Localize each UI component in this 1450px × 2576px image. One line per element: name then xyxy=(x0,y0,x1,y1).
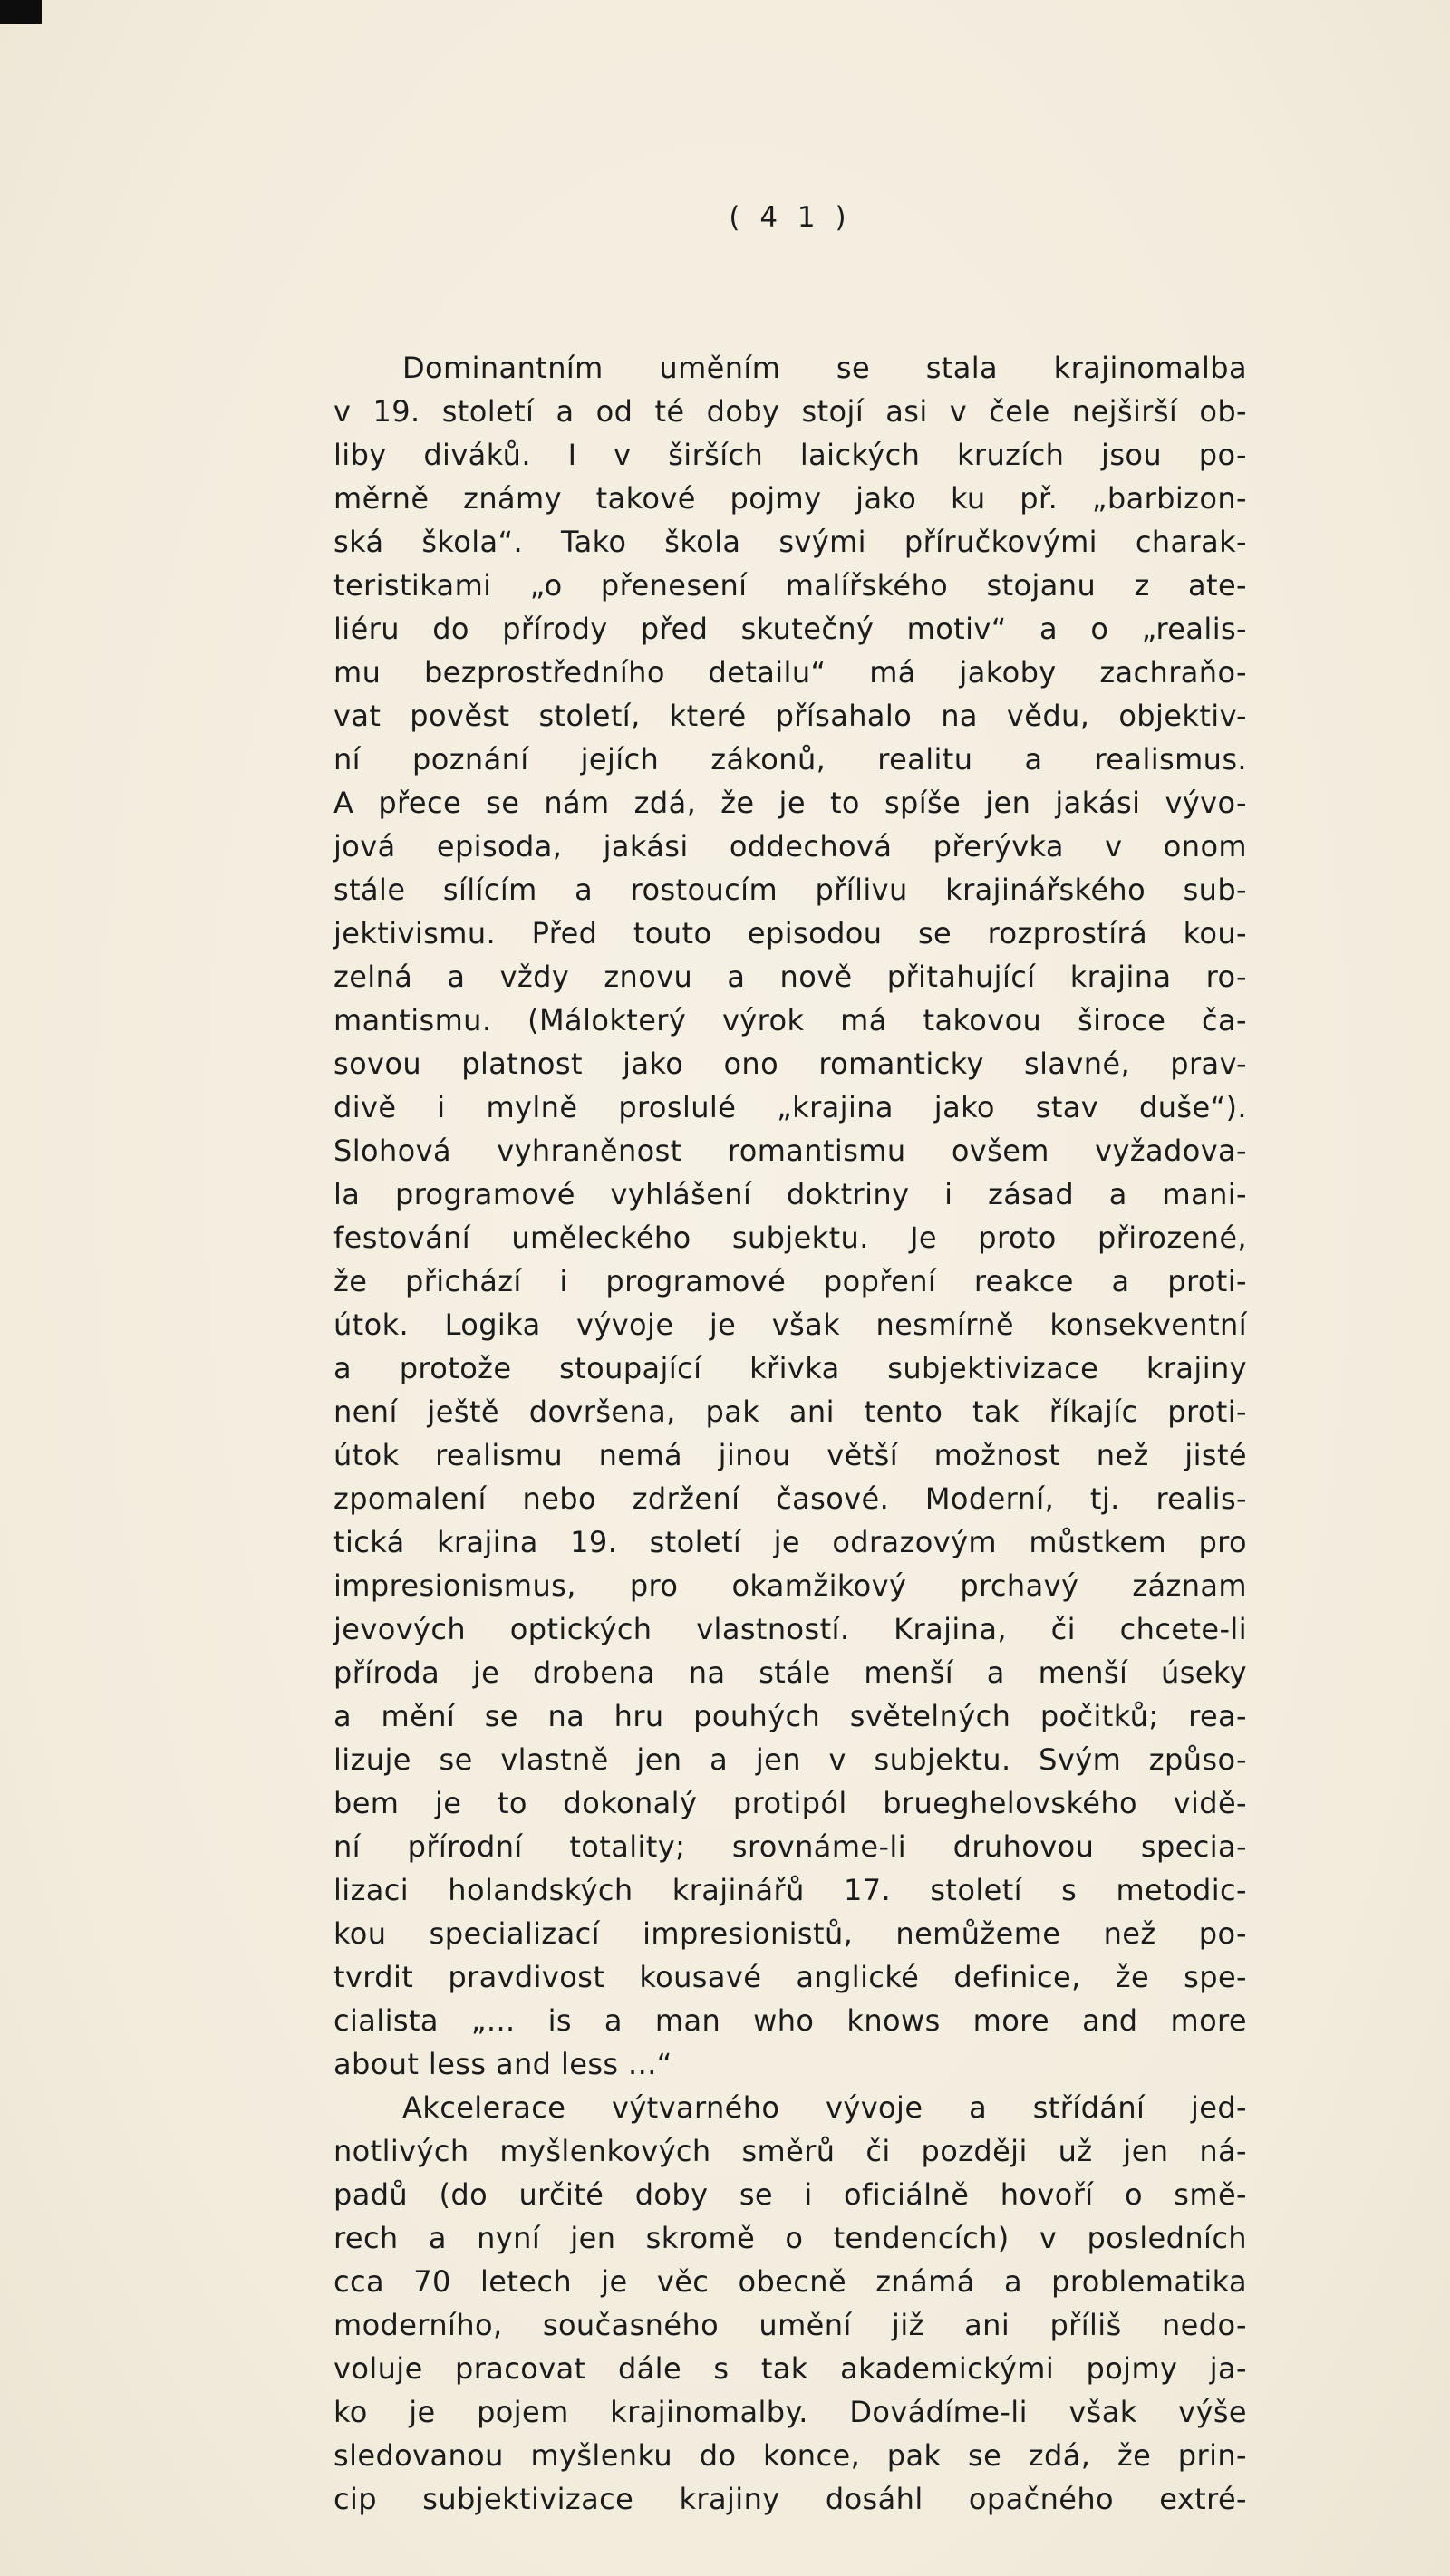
text-line: vat pověst století, které přísahalo na vědu, objektiv- xyxy=(334,699,1247,733)
paragraph xyxy=(334,2086,1247,2521)
text-line: tvrdit pravdivost kousavé anglické definice, že spe- xyxy=(334,1960,1247,1994)
text-line: není ještě dovršena, pak ani tento tak říkajíc proti- xyxy=(334,1394,1247,1429)
text-line: mu bezprostředního detailu“ má jakoby zachraňo- xyxy=(334,655,1247,690)
text-line: moderního, současného umění již ani příliš nedo- xyxy=(334,2308,1247,2342)
text-line: about less and less ...“ xyxy=(334,2047,672,2081)
text-line: ko je pojem krajinomalby. Dovádíme-li však výše xyxy=(334,2395,1247,2429)
text-line: Slohová vyhraněnost romantismu ovšem vyžadova- xyxy=(334,1134,1247,1168)
text-line: stále sílícím a rostoucím přílivu krajinářského sub- xyxy=(334,873,1247,907)
text-line: a mění se na hru pouhých světelných počitků; rea- xyxy=(334,1699,1247,1733)
text-line: ská škola“. Tako škola svými příručkovými charak- xyxy=(334,525,1247,559)
text-line: bem je to dokonalý protipól brueghelovského vidě- xyxy=(334,1786,1247,1820)
text-line: Dominantním uměním se stala krajinomalba xyxy=(402,351,1247,385)
text-line: la programové vyhlášení doktriny i zásad a mani- xyxy=(334,1177,1247,1211)
text-line: že přichází i programové popření reakce a proti- xyxy=(334,1264,1247,1298)
paragraph xyxy=(334,346,1247,2086)
text-line: příroda je drobena na stále menší a menší úseky xyxy=(334,1655,1247,1690)
text-line: padů (do určité doby se i oficiálně hovoří o smě- xyxy=(334,2177,1247,2212)
text-line: A přece se nám zdá, že je to spíše jen jakási vývo- xyxy=(334,786,1247,820)
text-line: jevových optických vlastností. Krajina, či chcete-li xyxy=(334,1612,1247,1646)
text-line: cialista „... is a man who knows more and more xyxy=(334,2003,1247,2038)
text-line: lizaci holandských krajinářů 17. století s metodic- xyxy=(334,1873,1247,1907)
text-line: notlivých myšlenkových směrů či později už jen ná- xyxy=(334,2134,1247,2168)
text-line: Akcelerace výtvarného vývoje a střídání jed- xyxy=(402,2090,1247,2125)
text-line: sledovanou myšlenku do konce, pak se zdá, že prin- xyxy=(334,2438,1247,2473)
page-number: ( 4 1 ) xyxy=(729,201,852,234)
text-line: tická krajina 19. století je odrazovým můstkem pro xyxy=(334,1525,1247,1559)
text-line: mantismu. (Málokterý výrok má takovou široce ča- xyxy=(334,1003,1247,1037)
text-line: jová episoda, jakási oddechová přerývka v onom xyxy=(334,829,1247,863)
text-line: impresionismus, pro okamžikový prchavý záznam xyxy=(334,1568,1247,1603)
text-line: v 19. století a od té doby stojí asi v čele nejširší ob- xyxy=(334,394,1247,429)
text-line: měrně známy takové pojmy jako ku př. „barbizon- xyxy=(334,481,1247,516)
text-line: rech a nyní jen skromě o tendencích) v posledních xyxy=(334,2221,1247,2255)
text-line: zelná a vždy znovu a nově přitahující krajina ro- xyxy=(334,960,1247,994)
text-line: sovou platnost jako ono romanticky slavné, prav- xyxy=(334,1047,1247,1081)
text-line: ní přírodní totality; srovnáme-li druhovou specia- xyxy=(334,1829,1247,1864)
body-text xyxy=(334,346,1247,2521)
text-line: cip subjektivizace krajiny dosáhl opačného extré- xyxy=(334,2482,1247,2516)
text-line: festování uměleckého subjektu. Je proto přirozené, xyxy=(334,1220,1247,1255)
text-line: liby diváků. I v širších laických kruzích jsou po- xyxy=(334,438,1247,472)
text-line: jektivismu. Před touto episodou se rozprostírá kou- xyxy=(334,916,1247,950)
text-line: cca 70 letech je věc obecně známá a problematika xyxy=(334,2264,1247,2299)
text-line: ní poznání jejích zákonů, realitu a realismus. xyxy=(334,742,1247,777)
text-line: divě i mylně proslulé „krajina jako stav duše“). xyxy=(334,1090,1247,1124)
text-line: voluje pracovat dále s tak akademickými pojmy ja- xyxy=(334,2351,1247,2386)
text-line: kou specializací impresionistů, nemůžeme než po- xyxy=(334,1916,1247,1951)
scan-artifact-corner xyxy=(0,0,42,24)
text-line: a protože stoupající křivka subjektivizace krajiny xyxy=(334,1351,1247,1385)
text-line: teristikami „o přenesení malířského stojanu z ate- xyxy=(334,568,1247,603)
text-line: lizuje se vlastně jen a jen v subjektu. Svým způso- xyxy=(334,1742,1247,1777)
text-line: zpomalení nebo zdržení časové. Moderní, tj. realis- xyxy=(334,1481,1247,1516)
text-line: útok. Logika vývoje je však nesmírně konsekventní xyxy=(334,1307,1247,1342)
text-line: útok realismu nemá jinou větší možnost než jisté xyxy=(334,1438,1247,1472)
text-line: liéru do přírody před skutečný motiv“ a o „realis- xyxy=(334,612,1247,646)
